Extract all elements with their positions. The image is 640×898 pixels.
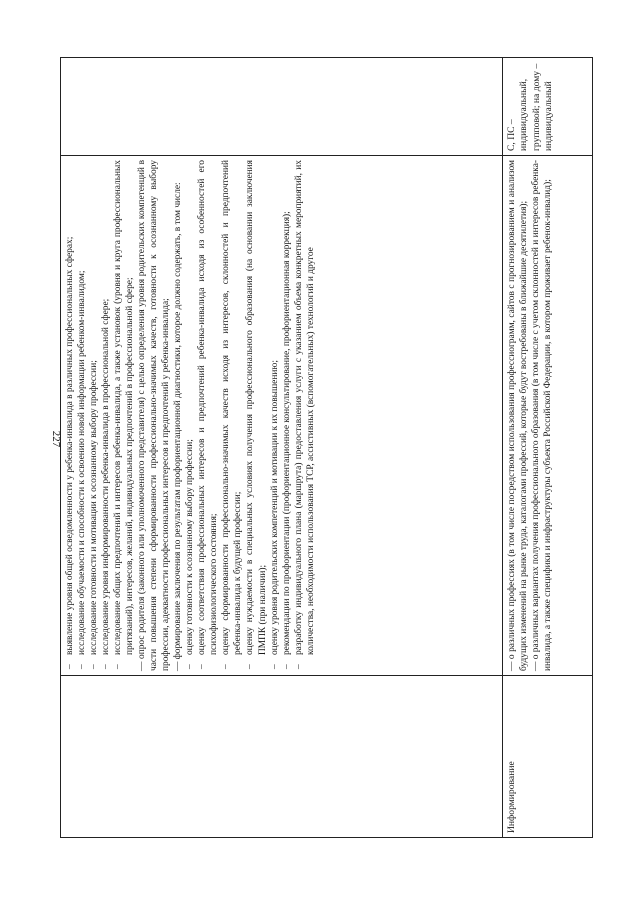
table-cell-informing-content bbox=[503, 156, 593, 676]
list-item: – оценку уровня родительских компетенций и мотивации к их повышению; bbox=[269, 160, 281, 671]
list-item: – исследование готовности и мотивации к осознанному выбору профессии; bbox=[88, 160, 100, 671]
list-item: – исследование обучаемости и способности к освоению новой информации ребенком-инвалидом; bbox=[76, 160, 88, 671]
service-table bbox=[60, 57, 593, 838]
list-item: – исследование уровня информированности ребенка-инвалида в профессиональной сфере; bbox=[100, 160, 112, 671]
list-item: – оценку сформированности профессионально-значимых качеств исходя из интересов, склонностей и предпочтений ребенка-инвалида к будущей профессии; bbox=[220, 160, 244, 671]
service-forms-cell: С, ПС – индивидуальный, групповой; на дому – индивидуальный bbox=[503, 58, 593, 156]
page-number: 227 bbox=[50, 430, 62, 448]
informing-paragraph: — о различных профессиях (в том числе посредством использования профессиограмм, сайтов с прогнозированием и анализом будущих изменений на рынке труда, каталогами профессий, которые будут востребованы в ближайшие десятилетия); bbox=[507, 160, 530, 671]
table-cell-service-empty bbox=[61, 676, 503, 838]
table-cell-diagnostics-content bbox=[61, 156, 503, 676]
list-item: – оценку соответствия профессиональных интересов и предпочтений ребенка-инвалида исходя из особенностей его психофизиологического состояния; bbox=[196, 160, 220, 671]
list-item: – оценку нуждаемости в специальных условиях получения профессионального образования (на основании заключения ПМПК (при наличии); bbox=[244, 160, 268, 671]
list-item: – оценку готовности к осознанному выбору профессии; bbox=[184, 160, 196, 671]
list-item: – исследование общих предпочтений и интересов ребенка-инвалида, а также установок (уровня и круга профессиональных притязаний), интересов, желаний, индивидуальных предпочтений в профессиональной сфере; bbox=[112, 160, 136, 671]
list-item: – разработку индивидуального плана (маршрута) предоставления услуги с указанием объема конкретных мероприятий, их количества, необходимости использования ТСР, ассистивных (вспомогательных) технологий и другое bbox=[293, 160, 317, 671]
informing-paragraph: — о различных вариантах получения профессионального образования (в том числе с учетом склонностей и интересов ребенка-инвалида, а также специфики и инфраструктуры субъекта Российской Федерации, в котором проживает ребенок-инвалид); bbox=[531, 160, 554, 671]
table-row-informing bbox=[503, 58, 593, 838]
table-row-diagnostics bbox=[61, 58, 503, 838]
service-name-cell: Информирование bbox=[503, 676, 593, 838]
parent-survey-paragraph: — опрос родителя (законного или уполномоченного представителя) с целью определения уровня родительских компетенций в части повышения степени сформированности профессионально-значимых качеств, готовности к осознанному выбору профессии, адекватности профессиональных интересов и предпочтений у ребенка-инвалида; bbox=[137, 160, 172, 671]
conclusion-intro-paragraph: — формирование заключения по результатам профориентационной диагностики, которое должно содержать, в том числе: bbox=[173, 182, 184, 671]
list-item: – выявление уровня общей осведомленности у ребенка-инвалида в различных профессиональных сферах; bbox=[64, 160, 76, 671]
list-item: – рекомендации по профориентации (профориентационное консультирование, профориентационная коррекция); bbox=[281, 160, 293, 671]
rotated-page-content bbox=[60, 58, 580, 838]
table-cell-forms-empty bbox=[61, 58, 503, 156]
